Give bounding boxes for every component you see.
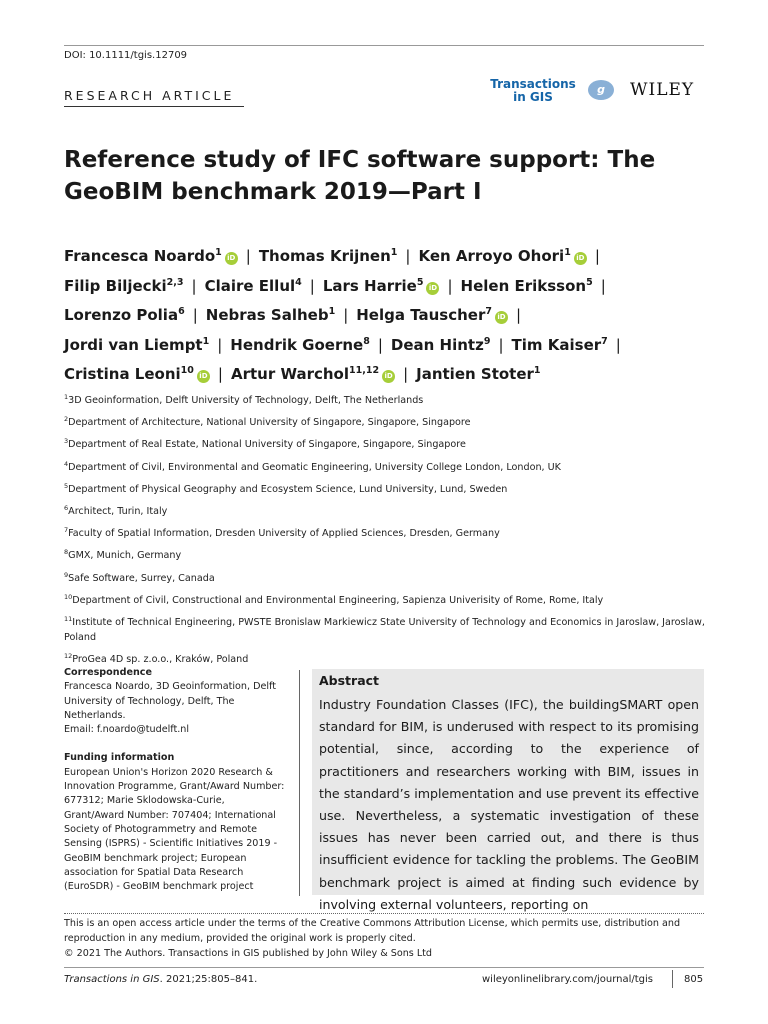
author-name-text: Ken Arroyo Ohori bbox=[418, 247, 565, 265]
side-info bbox=[64, 666, 286, 894]
article-type-underline bbox=[64, 106, 244, 107]
author-affiliation-number: 1 bbox=[533, 365, 541, 376]
license-text: This is an open access article under the terms of the Creative Commons Attribution License, which permits use, distribution and reproduction in any medium, provided the original work is properly cited. bbox=[64, 918, 681, 944]
author-name-text: Hendrik Goerne bbox=[230, 335, 364, 354]
affiliation-number: 1 bbox=[64, 393, 69, 401]
affiliation-text: Faculty of Spatial Information, Dresden University of Applied Sciences, Dresden, Germany bbox=[68, 528, 500, 540]
orcid-icon[interactable]: iD bbox=[495, 311, 508, 324]
footer-citation-detail: . 2021;25:805–841. bbox=[159, 974, 258, 985]
author-affiliation-number: 4 bbox=[295, 276, 302, 288]
funding-text: European Union's Horizon 2020 Research & Innovation Programme, Grant/Award Number: 677312; Marie Sklodowska-Curie, Grant/Award Number: 707404; International Society of Photogrammetry and Remote Sensing (ISPRS) - Scientific Initiatives 2019 - GeoBIM benchmark project; European association for Spatial Data Research (EuroSDR) - GeoBIM benchmark project bbox=[64, 766, 285, 893]
footer-journal-name: Transactions in GIS bbox=[64, 974, 160, 985]
affiliation-item bbox=[64, 521, 714, 543]
author-name-text: Tim Kaiser bbox=[511, 335, 602, 354]
affiliation-number: 6 bbox=[64, 503, 69, 512]
author-separator: | bbox=[594, 247, 600, 265]
author-name-text: Filip Biljecki bbox=[64, 276, 167, 295]
orcid-icon[interactable]: iD bbox=[382, 370, 395, 383]
author-separator: | bbox=[447, 276, 453, 295]
author-affiliation-number: 1 bbox=[215, 247, 222, 258]
author-name-text: Jantien Stoter bbox=[416, 365, 534, 383]
orcid-icon[interactable]: iD bbox=[426, 282, 439, 295]
affiliation-text: GMX, Munich, Germany bbox=[68, 550, 182, 562]
author-name[interactable] bbox=[323, 277, 440, 295]
author-name-text: Lars Harrie bbox=[322, 276, 417, 295]
abstract-heading: Abstract bbox=[319, 673, 380, 688]
abstract-text: Industry Foundation Classes (IFC), the buildingSMART open standard for BIM, is underused with respect to its promising potential, since, according to the experience of practitioners and researchers working with BIM, issues in the standard’s implementation and use prevent its effective use. Nevertheless, a systematic investigation of these issues has never been carried out, and there is thus insufficient evidence for tackling the problems. The GeoBIM benchmark project is aimed at finding such evidence by involving external volunteers, reporting on bbox=[319, 697, 699, 912]
publisher-logo[interactable]: WILEY bbox=[630, 80, 695, 100]
author-separator: | bbox=[403, 365, 409, 383]
header-rule bbox=[64, 45, 704, 46]
author-name-text: Dean Hintz bbox=[390, 335, 484, 354]
author-name-text: Nebras Salheb bbox=[205, 306, 329, 324]
author-affiliation-number: 8 bbox=[363, 335, 370, 347]
page-number: 805 bbox=[684, 974, 704, 985]
author-name-text: Thomas Krijnen bbox=[258, 247, 391, 265]
author-separator: | bbox=[498, 335, 504, 354]
affiliation-list bbox=[64, 388, 714, 669]
affiliation-text: Safe Software, Surrey, Canada bbox=[68, 572, 215, 584]
author-name[interactable] bbox=[64, 365, 210, 383]
affiliation-text: ProGea 4D sp. z.o.o., Kraków, Poland bbox=[72, 654, 249, 666]
author-name[interactable] bbox=[391, 336, 491, 354]
affiliation-item bbox=[64, 455, 714, 477]
footer-url[interactable]: wileyonlinelibrary.com/journal/tgis bbox=[482, 974, 654, 985]
author-affiliation-number: 9 bbox=[483, 335, 491, 347]
affiliation-number: 12 bbox=[64, 652, 73, 661]
author-name[interactable] bbox=[206, 306, 335, 324]
author-name[interactable] bbox=[461, 277, 593, 295]
license-divider bbox=[64, 913, 704, 914]
affiliation-text: Institute of Technical Engineering, PWSTE Bronislaw Markiewicz State University of Technology and Economics in Jaroslaw, Jaroslaw, Poland bbox=[64, 617, 705, 644]
affiliation-item bbox=[64, 477, 714, 499]
author-affiliation-number: 1 bbox=[328, 306, 336, 317]
paper-title: Reference study of IFC software support: The GeoBIM benchmark 2019—Part I bbox=[64, 147, 656, 205]
affiliation-number: 2 bbox=[64, 415, 69, 424]
affiliation-text: Department of Civil, Constructional and Environmental Engineering, Sapienza Univerisity of Rome, Rome, Italy bbox=[72, 594, 604, 606]
affiliation-item bbox=[64, 499, 714, 521]
author-separator: | bbox=[245, 247, 251, 265]
author-name[interactable] bbox=[205, 277, 302, 295]
author-affiliation-number: 2,3 bbox=[166, 276, 184, 288]
author-separator: | bbox=[217, 335, 223, 354]
journal-logo-line1: Transactions bbox=[490, 77, 576, 91]
affiliation-text: Department of Architecture, National University of Singapore, Singapore, Singapore bbox=[68, 417, 471, 429]
correspondence-heading: Correspondence bbox=[64, 667, 152, 678]
author-name[interactable] bbox=[64, 247, 238, 265]
author-name[interactable] bbox=[64, 336, 209, 354]
author-name[interactable] bbox=[231, 365, 395, 383]
doi[interactable]: DOI: 10.1111/tgis.12709 bbox=[64, 50, 188, 61]
copyright-text: © 2021 The Authors. Transactions in GIS published by John Wiley & Sons Ltd bbox=[64, 947, 433, 959]
affiliation-text: Department of Real Estate, National University of Singapore, Singapore, Singapore bbox=[68, 439, 466, 451]
author-affiliation-number: 1 bbox=[202, 335, 210, 347]
author-name-text: Artur Warchol bbox=[230, 365, 349, 383]
journal-logo-mark: g bbox=[588, 80, 614, 100]
author-affiliation-number: 1 bbox=[390, 247, 398, 258]
author-separator: | bbox=[343, 306, 349, 324]
author-affiliation-number: 1 bbox=[564, 247, 571, 258]
author-separator: | bbox=[405, 247, 411, 265]
footer-rule bbox=[64, 967, 704, 968]
orcid-icon[interactable]: iD bbox=[225, 252, 238, 265]
author-name[interactable] bbox=[64, 306, 185, 324]
affiliation-text: Department of Civil, Environmental and Geomatic Engineering, University College London, London, UK bbox=[68, 461, 561, 473]
affiliation-number: 8 bbox=[64, 548, 69, 557]
author-name[interactable] bbox=[512, 336, 608, 354]
affiliation-number: 4 bbox=[64, 459, 69, 468]
affiliation-text: Department of Physical Geography and Ecosystem Science, Lund University, Lund, Sweden bbox=[68, 483, 508, 495]
author-name-text: Helga Tauscher bbox=[356, 306, 486, 324]
journal-logo[interactable] bbox=[483, 78, 583, 104]
author-separator: | bbox=[191, 276, 197, 295]
affiliation-item bbox=[64, 588, 714, 610]
author-separator: | bbox=[516, 306, 522, 324]
author-affiliation-number: 7 bbox=[485, 306, 492, 317]
affiliation-number: 3 bbox=[64, 437, 69, 446]
affiliation-item bbox=[64, 566, 714, 588]
footer-citation bbox=[64, 974, 257, 985]
column-divider bbox=[299, 670, 300, 896]
author-separator: | bbox=[309, 276, 315, 295]
affiliation-number: 10 bbox=[64, 592, 73, 601]
author-name[interactable] bbox=[418, 247, 586, 265]
author-separator: | bbox=[377, 335, 383, 354]
author-name-text: Cristina Leoni bbox=[64, 365, 181, 383]
author-affiliation-number: 5 bbox=[416, 276, 424, 288]
author-name-text: Claire Ellul bbox=[204, 276, 296, 295]
correspondence-text: Francesca Noardo, 3D Geoinformation, Delft University of Technology, Delft, The Netherlands. bbox=[64, 681, 277, 721]
author-name[interactable] bbox=[230, 336, 370, 354]
affiliation-number: 5 bbox=[64, 481, 69, 490]
author-affiliation-number: 5 bbox=[586, 276, 593, 288]
author-separator: | bbox=[192, 306, 198, 324]
author-name-text: Lorenzo Polia bbox=[64, 306, 179, 324]
affiliation-text: 3D Geoinformation, Delft University of Technology, Delft, The Netherlands bbox=[68, 395, 424, 407]
author-name[interactable] bbox=[259, 247, 398, 265]
correspondence-email[interactable]: Email: f.noardo@tudelft.nl bbox=[64, 724, 190, 736]
author-affiliation-number: 6 bbox=[178, 306, 185, 317]
author-name[interactable] bbox=[416, 365, 540, 383]
affiliation-number: 9 bbox=[64, 570, 69, 579]
author-affiliation-number: 10 bbox=[180, 365, 194, 376]
affiliation-item bbox=[64, 543, 714, 565]
affiliation-item bbox=[64, 410, 714, 432]
author-affiliation-number: 7 bbox=[601, 335, 608, 347]
author-name-text: Francesca Noardo bbox=[64, 247, 216, 265]
orcid-icon[interactable]: iD bbox=[197, 370, 210, 383]
affiliation-item bbox=[64, 432, 714, 454]
author-separator: | bbox=[615, 335, 621, 354]
affiliation-number: 7 bbox=[64, 526, 69, 535]
author-name[interactable] bbox=[356, 306, 508, 324]
affiliation-number: 11 bbox=[64, 614, 73, 623]
author-list bbox=[64, 240, 714, 388]
journal-logo-line2: in GIS bbox=[513, 90, 553, 104]
author-affiliation-number: 11,12 bbox=[349, 365, 380, 376]
author-separator: | bbox=[600, 276, 606, 295]
author-name-text: Helen Eriksson bbox=[460, 276, 587, 295]
license-note bbox=[64, 917, 714, 961]
author-name-text: Jordi van Liempt bbox=[64, 335, 203, 354]
author-separator: | bbox=[217, 365, 223, 383]
affiliation-item bbox=[64, 388, 714, 410]
funding-heading: Funding information bbox=[64, 752, 175, 764]
abstract-box bbox=[312, 669, 704, 912]
article-type: RESEARCH ARTICLE bbox=[64, 88, 235, 103]
affiliation-text: Architect, Turin, Italy bbox=[68, 506, 168, 518]
affiliation-item bbox=[64, 610, 714, 647]
author-name[interactable] bbox=[64, 277, 184, 295]
footer-separator bbox=[672, 970, 673, 988]
orcid-icon[interactable]: iD bbox=[574, 252, 587, 265]
